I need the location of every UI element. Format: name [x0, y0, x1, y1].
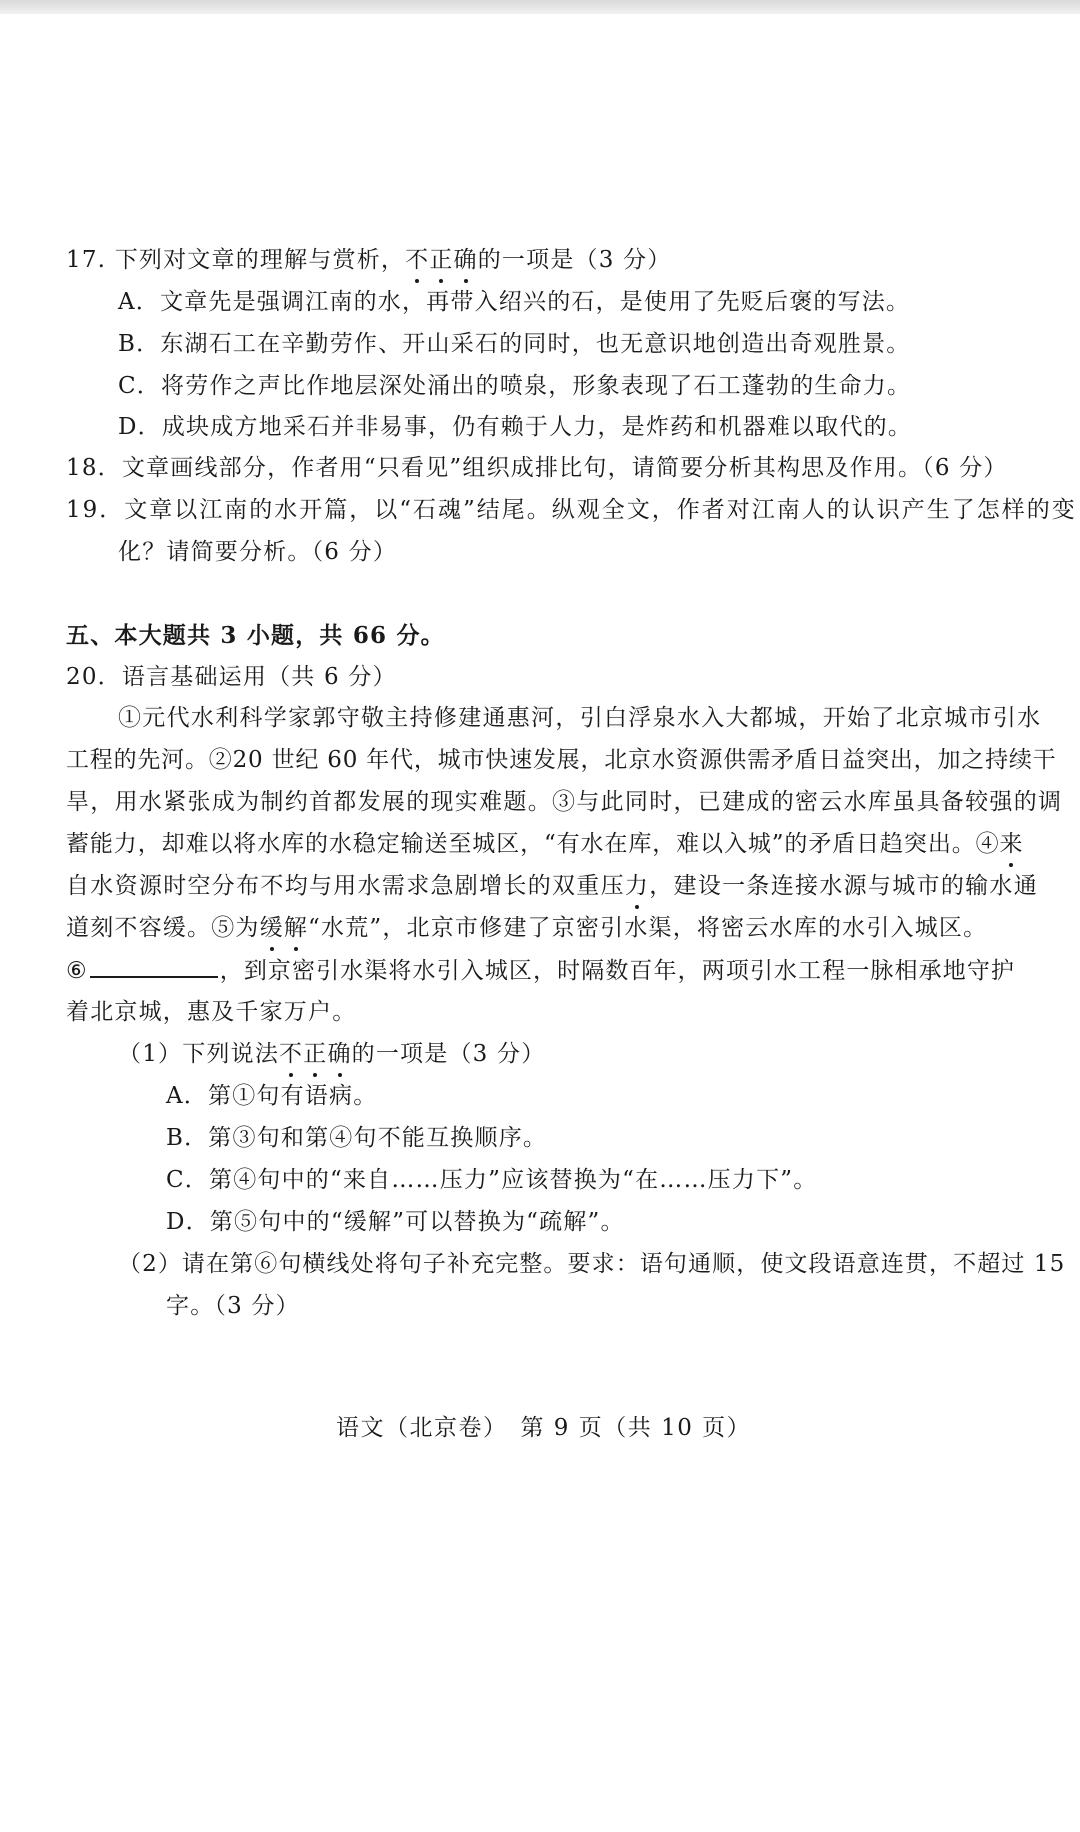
q20-sub1-option-c: C．第④句中的“来自……压力”应该替换为“在……压力下”。 — [166, 1167, 818, 1193]
section-heading: 五、本大题共 3 小题，共 66 分。 — [66, 622, 445, 649]
passage-line-7-pre: ⑥ — [66, 958, 88, 984]
emph-char: 正 — [429, 244, 453, 276]
q19-line2: 化？请简要分析。（6 分） — [118, 539, 398, 565]
passage-emph-lai: 来 — [1000, 828, 1024, 860]
emph-char: 正 — [303, 1038, 327, 1070]
q17-option-d: D．成块成方地采石并非易事，仍有赖于人力，是炸药和机器难以取代的。 — [118, 414, 913, 440]
passage-line-6-pre: 道刻不容缓。⑤为 — [66, 915, 260, 941]
passage-emph-huanjie — [260, 915, 308, 941]
passage-line-5 — [66, 870, 1038, 902]
q19-line1: 19．文章以江南的水开篇，以“石魂”结尾。纵观全文，作者对江南人的认识产生了怎样的变 — [66, 497, 1077, 523]
passage-line-1: ①元代水利科学家郭守敬主持修建通惠河，引白浮泉水入大都城，开始了北京城市引水 — [118, 705, 1042, 731]
q20-title: 20．语言基础运用（共 6 分） — [66, 664, 397, 690]
q17-option-b: B．东湖石工在辛勤劳作、开山采石的同时，也无意识地创造出奇观胜景。 — [118, 331, 911, 357]
q20-sub1-stem — [118, 1038, 545, 1070]
q17-stem-after: 的一项是（3 分） — [477, 247, 672, 273]
q20-sub1-emphasis — [279, 1041, 352, 1067]
passage-line-4 — [66, 828, 1023, 860]
q17-number: 17. — [66, 247, 107, 273]
page-footer: 语文（北京卷） 第 9 页（共 10 页） — [336, 1415, 752, 1441]
q17-option-c: C．将劳作之声比作地层深处涌出的喷泉，形象表现了石工蓬勃的生命力。 — [118, 373, 912, 399]
emph-char: 解 — [284, 912, 308, 944]
emph-char: 缓 — [260, 912, 284, 944]
passage-emph-li: 力 — [625, 870, 649, 902]
q20-sub2-line2: 字。（3 分） — [166, 1293, 300, 1319]
passage-line-8: 着北京城，惠及千家万户。 — [66, 999, 357, 1025]
passage-line-2: 工程的先河。②20 世纪 60 年代，城市快速发展，北京水资源供需矛盾日益突出，加之持续干 — [66, 747, 1057, 773]
q17-option-a: A．文章先是强调江南的水，再带入绍兴的石，是使用了先贬后褒的写法。 — [118, 289, 911, 315]
passage-line-4-text: 蓄能力，却难以将水库的水稳定输送至城区，“有水在库，难以入城”的矛盾日趋突出。④ — [66, 831, 1000, 857]
passage-line-3: 旱，用水紧张成为制约首都发展的现实难题。③与此同时，已建成的密云水库虽具备较强的调 — [66, 789, 1063, 815]
q20-sub1-option-a: A．第①句有语病。 — [166, 1083, 378, 1109]
q20-sub2-line1: （2）请在第⑥句横线处将句子补充完整。要求：语句通顺，使文段语意连贯，不超过 15 — [118, 1251, 1066, 1277]
passage-line-7-post: ，到京密引水渠将水引入城区，时隔数百年，两项引水工程一脉相承地守护 — [219, 958, 1016, 984]
q17-emphasis — [405, 247, 478, 273]
q18-text: 18．文章画线部分，作者用“只看见”组织成排比句，请简要分析其构思及作用。（6 分） — [66, 455, 1008, 481]
emph-char: 确 — [454, 244, 478, 276]
emph-char: 不 — [279, 1038, 303, 1070]
q20-sub1-stem-after: 的一项是（3 分） — [351, 1041, 546, 1067]
passage-line-6 — [66, 912, 987, 944]
passage-line-6-post: “水荒”，北京市修建了京密引水渠，将密云水库的水引入城区。 — [308, 915, 988, 941]
fill-in-blank — [90, 954, 218, 978]
q20-sub1-stem-before: （1）下列说法 — [118, 1041, 280, 1067]
q17-stem-before: 下列对文章的理解与赏析， — [114, 247, 406, 273]
q20-sub1-option-d: D．第⑤句中的“缓解”可以替换为“疏解”。 — [166, 1209, 625, 1235]
passage-line-5-pre: 自水资源时空分布不均与用水需求急剧增长的双重压 — [66, 873, 625, 899]
q17-stem — [66, 244, 671, 276]
q20-sub1-option-b: B．第③句和第④句不能互换顺序。 — [166, 1125, 548, 1151]
passage-line-5-post: ，建设一条连接水源与城市的输水通 — [649, 873, 1039, 899]
emph-char: 不 — [405, 244, 429, 276]
emph-char: 确 — [327, 1038, 351, 1070]
passage-line-7 — [66, 954, 1015, 987]
